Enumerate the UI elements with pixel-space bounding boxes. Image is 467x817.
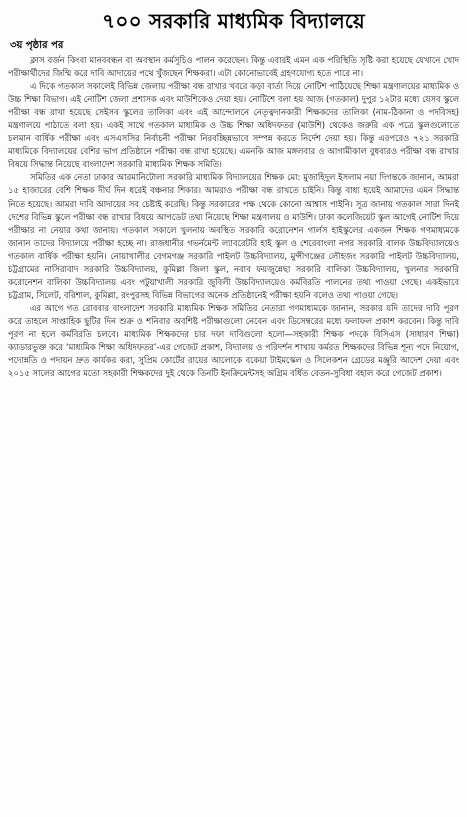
article-paragraph: ক্লাস বর্জন কিংবা মানববন্ধন বা অবস্থান কর্মসূচিও পালন করেছেন। কিন্তু এবারই এমন এক পরিস্থিতি সৃষ্টি করা হয়েছে যেখানে খোদ পরীক্ষার্থীদের জিম্মি করে দাবি আদায়ের পথে খুঁজছেন শিক্ষকরা। এটা কোনোভাবেই গ্রহণযোগ্য হতে পারে না। — [8, 55, 459, 79]
article-paragraph: এ দিকে গতকাল সকালেই বিভিন্ন জেলায় পরীক্ষা বন্ধ রাখার খবরে কড়া বার্তা দিয়ে নোটিশ পাঠিয়েছে শিক্ষা মন্ত্রণালয়ের মাধ্যমিক ও উচ্চ শিক্ষা বিভাগ। এই নোটিশ জেলা প্রশাসক এবং মাউশিকেও দেয়া হয়। নোটিশে বলা হয় আজ (গতকাল) দুপুর ১২টার মধ্যে যেসব স্কুলে পরীক্ষা বন্ধ রাখা হয়েছে সেইসব স্কুলের তালিকা এবং এই আন্দোলনে নেতৃত্বদানকারী শিক্ষকদের তালিকা (নাম-ঠিকানা ও পদবিসহ) মন্ত্রণালয়ে পাঠাতে বলা হয়। একই সাথে গতকাল মাধ্যমিক ও উচ্চ শিক্ষা অধিদফতর (মাউশি) থেকেও জরুরি এক পত্রে স্কুলগুলোতে চলমান বার্ষিক পরীক্ষা এবং এসএসসির নির্বাচনী পরীক্ষা নিরবচ্ছিন্নভাবে সম্পন্ন করতে নির্দেশ দেয়া হয়। কিন্তু এরপরেও ৭২১ সরকারি মাধ্যমিকে বিদ্যালয়ের বেশির ভাগ প্রতিষ্ঠানে পরীক্ষা বন্ধ রাখা হয়েছে। এমনকি আজ মঙ্গলবার ও আগামীকাল বুধবারও পরীক্ষা বন্ধ রাখার বিষয়ে সিদ্ধান্ত নিয়েছে বাংলাদেশ সরকারি মাধ্যমিক শিক্ষক সমিতি। — [8, 81, 459, 170]
article-headline: ৭০০ সরকারি মাধ্যমিক বিদ্যালয়ে — [102, 9, 365, 33]
article-paragraph: সমিতির এক নেতা ঢাকার আরমানিটোলা সরকারি মাধ্যমিক বিদ্যালয়ের শিক্ষক মো: মুজাহিদুল ইসলাম নয়া দিগন্তকে জানান, আমরা ১৫ হাজারের বেশি শিক্ষক দীর্ঘ দিন ধরেই বঞ্চনার শিকার। আমরাও পরীক্ষা বন্ধ রাখতে চাইনি। কিন্তু বাধ্য হয়েই আমাদের এমন সিদ্ধান্ত নিতে হয়েছে। আমরা দাবি আদায়ের সব চেষ্টাই করেছি। কিন্তু সরকারের পক্ষ থেকে কোনো আশ্বাস পাইনি। সূত্র জানায় গতকাল সারা দিনই দেশের বিভিন্ন স্কুলে পরীক্ষা বন্ধ রাখার বিষয়ে আপডেট তথ্য নিয়েছে শিক্ষা মন্ত্রণালয় ও মাউশি। ঢাকা কলেজিয়েট স্কুল আগেই নোটিশ দিয়ে পরীক্ষার না নেয়ার কথা জানায়। গতকাল সকালে খুলনায় অবস্থিত সরকারি করোনেশন গার্লস হাইস্কুলের একজন শিক্ষক গণমাধ্যমকে জানান তাদের বিদ্যালয়ে পরীক্ষা হচ্ছে না। রাজধানীর গভর্নমেন্ট ল্যাবরেটরি হাই স্কুল ও শেরেবাংলা নগর সরকারি বালক উচ্চবিদ্যালয়েও গতকাল বার্ষিক পরীক্ষা হয়নি। নোয়াখালীর বেগমগঞ্জ সরকারি পাইলট উচ্চবিদ্যালয়, মুন্সীগঞ্জের লৌহজং সরকারি পাইলট উচ্চবিদ্যালয়, চট্টগ্রামের নাসিরাবাদ সরকারি উচ্চবিদ্যালয়, কুমিল্লা জিলা স্কুল, নবাব ফয়জুন্নেছা সরকারি বালিকা উচ্চবিদ্যালয়, খুলনার সরকারি করোনেশন বালিকা উচ্চবিদ্যালয় এবং পটুয়াখালী সরকারি জুবিলী উচ্চবিদ্যালয়েও কর্মবিরতি পালনের তথ্য পাওয়া গেছে। একইভাবে চট্টগ্রাম, সিলেট, বরিশাল, কুমিল্লা, রংপুরসহ বিভিন্ন বিভাগের অনেক প্রতিষ্ঠানেই পরীক্ষা হয়নি বলেও তথ্য পাওয়া গেছে। — [8, 172, 459, 300]
continued-from-label: ৩য় পৃষ্ঠার পর — [10, 40, 64, 51]
article-paragraph: এর আগে গত রোববার বাংলাদেশ সরকারি মাধ্যমিক শিক্ষক সমিতির নেতারা গণমাধ্যমকে জানান, সরকার যদি তাদের দাবি পূরণ করে তাহলে সাপ্তাহিক ছুটির দিন শুক্র ও শনিবার অবশিষ্ট পরীক্ষাগুলো নেবেন এবং ডিসেম্বরের মধ্যে ফলাফল প্রকাশ করবেন। কিন্তু দাবি পূরণ না হলে কর্মবিরতি চলবে। মাধ্যমিক শিক্ষকদের চার দফা দাবিগুলো হলো—সহকারী শিক্ষক পদকে বিসিএস (সাধারণ শিক্ষা) ক্যাডারভুক্ত করে ‘মাধ্যমিক শিক্ষা অধিদফতর’-এর গেজেট প্রকাশ, বিদ্যালয় ও পরিদর্শন শাখায় কর্মরত শিক্ষকদের বিভিন্ন শূন্য পদে নিয়োগ, পদোন্নতি ও পদায়ন দ্রুত কার্যকর করা, সুপ্রিম কোর্টের রায়ের আলোকে বকেয়া টাইমস্কেল ও সিলেকশন গ্রেডের মঞ্জুরি আদেশ দেয়া এবং ২০১৫ সালের আগের মতো সহকারী শিক্ষকদের দুই থেকে তিনটি ইনক্রিমেন্টসহ অগ্রিম বর্ধিত বেতন-সুবিধা বহাল করে গেজেট প্রকাশ। — [8, 302, 459, 379]
article-body — [8, 54, 459, 380]
